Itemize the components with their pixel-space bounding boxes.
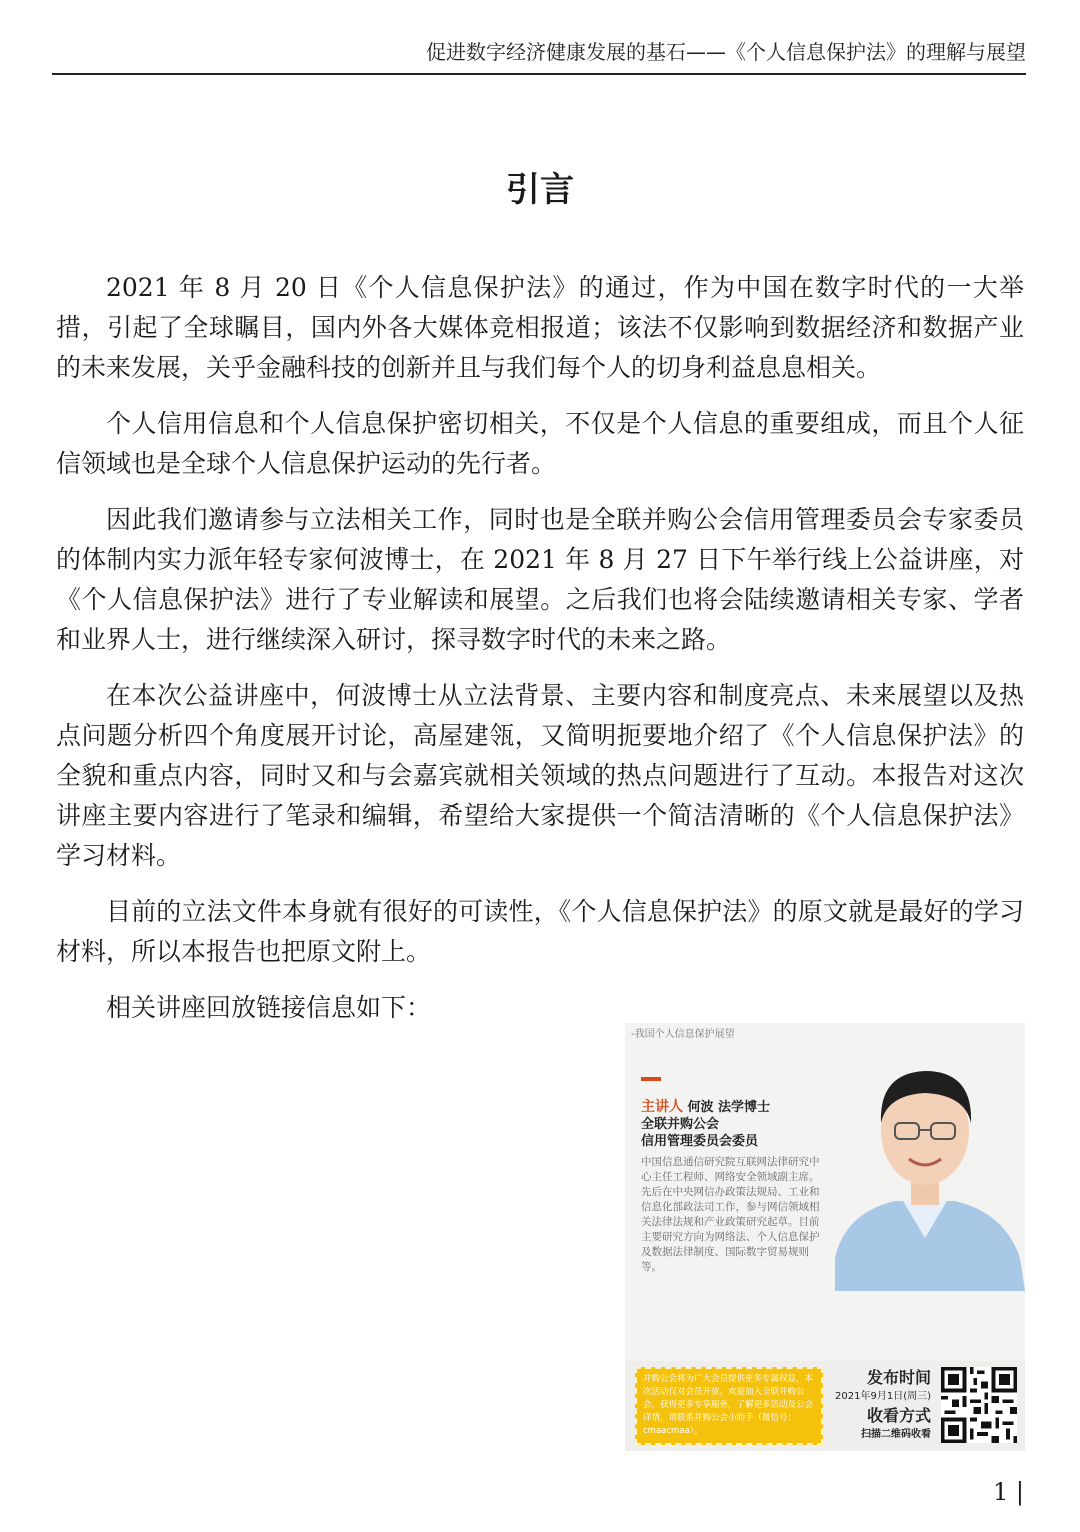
poster-top-caption: -我国个人信息保护展望 [631, 1029, 735, 1040]
running-header: 促进数字经济健康发展的基石——《个人信息保护法》的理解与展望 [52, 36, 1026, 75]
poster-speaker-block [641, 1099, 831, 1150]
speaker-org-line1: 全联并购公会 [641, 1117, 720, 1132]
paragraph-2: 个人信用信息和个人信息保护密切相关，不仅是个人信息的重要组成，而且个人征信领域也是全球个人信息保护运动的先行者。 [56, 409, 1024, 478]
member-notice: 并购公会将为广大会员提供更多专属权益，本次活动仅对会员开放。欢迎加入全联并购公会，获得更多专享服务，了解更多活动及公会详情，请联系并购公会小助手（微信号：cmaacmaa）。 [635, 1367, 823, 1445]
paragraph-1: 2021 年 8 月 20 日《个人信息保护法》的通过，作为中国在数字时代的一大举措，引起了全球瞩目，国内外各大媒体竞相报道；该法不仅影响到数据经济和数据产业的未来发展，关乎金融科技的创新并且与我们每个人的切身利益息息相关。 [56, 273, 1024, 382]
paragraph-6: 相关讲座回放链接信息如下： [106, 993, 432, 1022]
speaker-role: 主讲人 [641, 1099, 683, 1115]
paragraph-4: 在本次公益讲座中，何波博士从立法背景、主要内容和制度亮点、未来展望以及热点问题分析四个角度展开讨论，高屋建瓴，又简明扼要地介绍了《个人信息保护法》的全貌和重点内容，同时又和与会嘉宾就相关领域的热点问题进行了互动。本报告对这次讲座主要内容进行了笔录和编辑，希望给大家提供一个简洁清晰的《个人信息保护法》学习材料。 [56, 681, 1024, 870]
paragraph-5: 目前的立法文件本身就有很好的可读性，《个人信息保护法》的原文就是最好的学习材料，所以本报告也把原文附上。 [56, 897, 1024, 966]
speaker-org-line2: 信用管理委员会委员 [641, 1134, 759, 1149]
release-info [827, 1367, 931, 1443]
body-text [56, 268, 1024, 1044]
poster-footer [625, 1361, 1025, 1451]
speaker-bio: 中国信息通信研究院互联网法律研究中心主任工程师、网络安全领域副主席。先后在中央网信办政策法规局、工业和信息化部政法司工作，参与网信领域相关法律法规和产业政策研究起草。目前主要研究方向为网络法、个人信息保护及数据法律制度、国际数字贸易规则等。 [641, 1156, 820, 1273]
speaker-name: 何波 法学博士 [687, 1100, 771, 1115]
watch-label: 收看方式 [866, 1406, 931, 1425]
release-label: 发布时间 [866, 1368, 931, 1387]
poster-accent-bar [641, 1077, 661, 1081]
paragraph-3: 因此我们邀请参与立法相关工作，同时也是全联并购公会信用管理委员会专家委员的体制内实力派年轻专家何波博士，在 2021 年 8 月 27 日下午举行线上公益讲座，对《个人信息保护法》进行了专业解读和展望。之后我们也将会陆续邀请相关专家、学者和业界人士，进行继续深入研讨，探寻数字时代的未来之路。 [56, 505, 1024, 654]
watch-method: 扫描二维码收看 [861, 1429, 931, 1440]
release-date: 2021年9月1日(周三) [835, 1391, 931, 1402]
page-title: 引言 [506, 170, 574, 210]
qr-code-icon[interactable] [941, 1367, 1017, 1443]
page-number: 1 | [993, 1478, 1024, 1506]
speaker-photo [825, 1023, 1025, 1291]
lecture-poster [625, 1023, 1025, 1451]
